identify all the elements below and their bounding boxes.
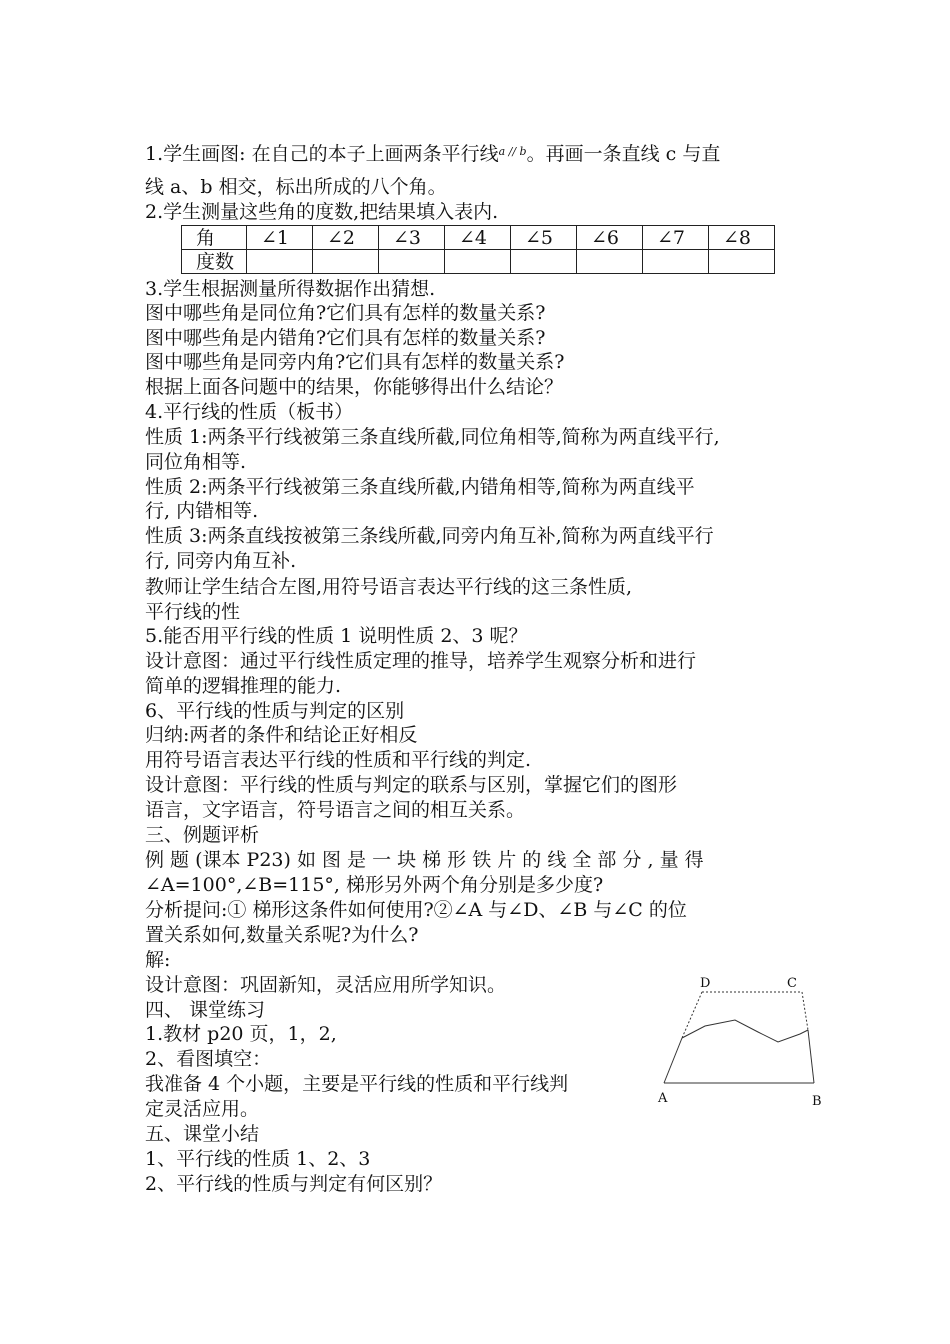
dashed-right-edge	[802, 992, 808, 1030]
line-24: 设计意图：平行线的性质与判定的联系与区别，掌握它们的图形	[145, 774, 678, 796]
line-29: 分析提问:① 梯形这条件如何使用?②∠A 与∠D、∠B 与∠C 的位	[145, 899, 687, 921]
trapezoid-figure	[650, 966, 830, 1116]
table-cell	[445, 250, 511, 274]
line-34: 1.教材 p20 页，1，2,	[145, 1023, 337, 1045]
line-16: 教师让学生结合左图,用符号语言表达平行线的这三条性质,	[145, 576, 633, 598]
line-33: 四、 课堂练习	[145, 999, 266, 1021]
line-10: 性质 1:两条平行线被第三条直线所截,同位角相等,简称为两直线平行,	[145, 426, 720, 448]
line-40: 2、平行线的性质与判定有何区别？	[145, 1173, 443, 1195]
line-32: 设计意图：巩固新知，灵活应用所学知识。	[145, 974, 507, 996]
table-row	[182, 226, 775, 250]
line-1	[145, 140, 720, 166]
table-cell: ∠4	[445, 226, 511, 250]
angle-table	[181, 225, 775, 274]
table-cell: ∠8	[709, 226, 775, 250]
table-cell	[577, 250, 643, 274]
left-leg	[664, 1038, 682, 1083]
dashed-left-edge	[682, 992, 702, 1038]
line-2: 线 a、b 相交，标出所成的八个角。	[145, 176, 447, 198]
text: 1.学生画图: 在自己的本子上画两条平行线	[145, 143, 499, 165]
line-12: 性质 2:两条平行线被第三条直线所截,内错角相等,简称为两直线平	[145, 476, 695, 498]
table-cell	[643, 250, 709, 274]
line-22: 归纳:两者的条件和结论正好相反	[145, 724, 418, 746]
line-23: 用符号语言表达平行线的性质和平行线的判定.	[145, 749, 532, 771]
line-39: 1、平行线的性质 1、2、3	[145, 1148, 371, 1170]
line-37: 定灵活应用。	[145, 1098, 260, 1120]
table-cell	[511, 250, 577, 274]
broken-edge	[682, 1020, 808, 1042]
table-cell: ∠2	[313, 226, 379, 250]
line-19: 设计意图：通过平行线性质定理的推导，培养学生观察分析和进行	[145, 650, 697, 672]
table-cell: ∠1	[247, 226, 313, 250]
line-35: 2、看图填空：	[145, 1048, 272, 1070]
line-15: 行, 同旁内角互补.	[145, 550, 297, 572]
line-9: 4.平行线的性质（板书）	[145, 401, 354, 423]
line-7: 图中哪些角是同旁内角?它们具有怎样的数量关系?	[145, 351, 565, 373]
table-cell: ∠6	[577, 226, 643, 250]
table-cell: ∠5	[511, 226, 577, 250]
table-cell	[313, 250, 379, 274]
parallel-notation: a // b	[498, 145, 527, 158]
line-21: 6、平行线的性质与判定的区别	[145, 700, 405, 722]
label-c: C	[787, 976, 797, 991]
line-5: 图中哪些角是同位角?它们具有怎样的数量关系?	[145, 302, 546, 324]
line-14: 性质 3:两条直线按被第三条线所截,同旁内角互补,简称为两直线平行	[145, 525, 714, 547]
line-4: 3.学生根据测量所得数据作出猜想.	[145, 278, 436, 300]
label-a: A	[658, 1091, 668, 1106]
label-d: D	[700, 976, 711, 991]
line-31: 解:	[145, 949, 171, 971]
line-38: 五、课堂小结	[145, 1123, 260, 1145]
line-28: ∠A=100°,∠B=115°, 梯形另外两个角分别是多少度?	[145, 874, 604, 896]
table-cell: ∠3	[379, 226, 445, 250]
table-cell	[379, 250, 445, 274]
line-30: 置关系如何,数量关系呢?为什么?	[145, 924, 419, 946]
table-cell: 度数	[182, 250, 247, 274]
line-27: 例 题 (课本 P23) 如 图 是 一 块 梯 形 铁 片 的 线 全 部 分 , 量 得	[145, 849, 704, 871]
line-6: 图中哪些角是内错角?它们具有怎样的数量关系?	[145, 327, 546, 349]
line-13: 行, 内错相等.	[145, 500, 259, 522]
line-11: 同位角相等.	[145, 451, 247, 473]
line-20: 简单的逻辑推理的能力.	[145, 675, 342, 697]
label-b: B	[812, 1094, 822, 1109]
table-cell: 角	[182, 226, 247, 250]
right-leg	[808, 1030, 814, 1083]
table-cell	[709, 250, 775, 274]
line-3: 2.学生测量这些角的度数,把结果填入表内.	[145, 201, 499, 223]
line-18: 5.能否用平行线的性质 1 说明性质 2、3 呢？	[145, 625, 528, 647]
table-cell	[247, 250, 313, 274]
line-8: 根据上面各问题中的结果，你能够得出什么结论？	[145, 376, 564, 398]
table-cell: ∠7	[643, 226, 709, 250]
line-26: 三、例题评析	[145, 824, 260, 846]
table-row	[182, 250, 775, 274]
line-36: 我准备 4 个小题，主要是平行线的性质和平行线判	[145, 1073, 569, 1095]
line-17: 平行线的性	[145, 601, 241, 623]
text: 。再画一条直线 c 与直	[526, 143, 721, 165]
line-25: 语言，文字语言，符号语言之间的相互关系。	[145, 799, 526, 821]
